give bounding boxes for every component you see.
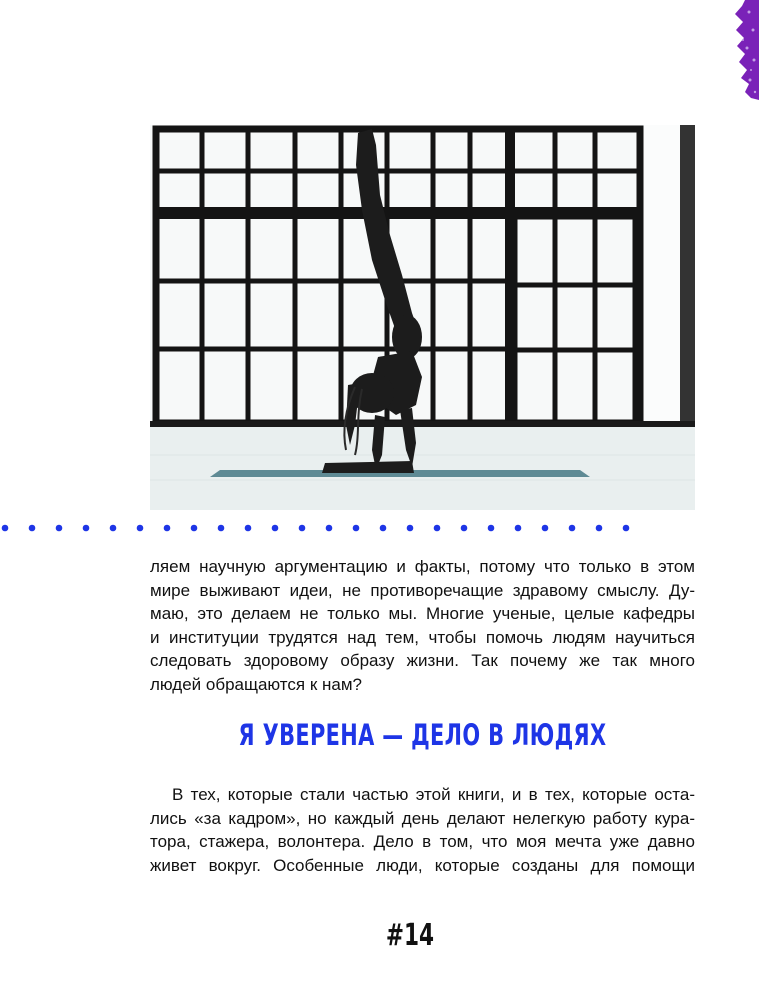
text-line: следовать здоровому образу жизни. Так почему же так много (150, 651, 695, 670)
body-paragraph-2 (150, 783, 695, 877)
section-heading: Я УВЕРЕНА — ДЕЛО В ЛЮДЯХ (238, 718, 607, 752)
text-line: людей обращаются к нам? (150, 674, 362, 694)
corner-decoration (731, 0, 759, 100)
text-line: мире выживают идеи, не противоречащие здравому смыслу. Ду- (150, 580, 695, 600)
text-line: маю, это делаем не только мы. Многие ученые, целые кафедры (150, 604, 695, 623)
text-line: и институции трудятся над тем, чтобы помочь людям научиться (150, 627, 695, 647)
text-line: лись «за кадром», но каждый день делают нелегкую работу кура- (150, 808, 695, 828)
body-paragraph-1 (150, 555, 695, 696)
text-line: В тех, которые стали частью этой книги, и в тех, которые оста- (172, 785, 695, 804)
text-line: живет вокруг. Особенные люди, которые созданы для помощи (150, 855, 695, 875)
text-line: ляем научную аргументацию и факты, потому что только в этом (150, 557, 695, 576)
dotted-divider (0, 520, 640, 536)
page-number: #14 (385, 918, 435, 953)
text-line: тора, стажера, волонтера. Дело в том, что моя мечта уже давно (150, 832, 695, 851)
yoga-photo (150, 125, 695, 510)
